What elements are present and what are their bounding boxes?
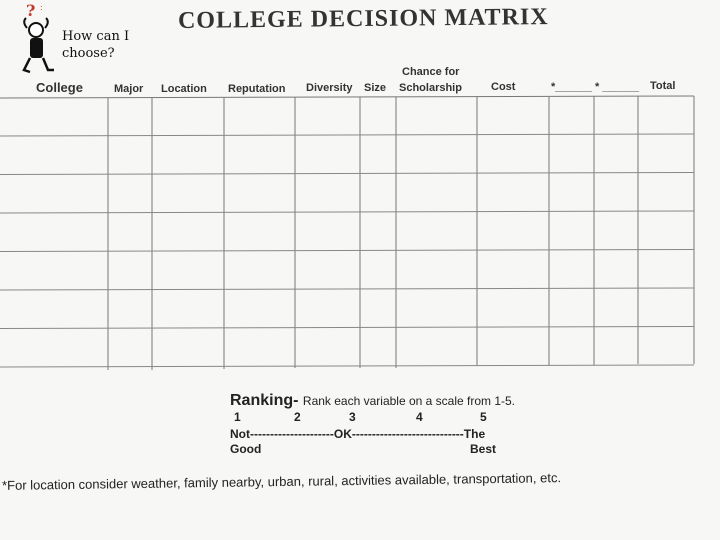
matrix-row-line [0, 250, 694, 252]
header-total: Total [650, 80, 676, 92]
svg-text::: : [40, 3, 43, 12]
ranking-scale-numbers [230, 410, 500, 426]
speech-bubble-text [62, 28, 142, 62]
ranking-legend [230, 392, 530, 456]
header-scholarship-line1: Chance for [402, 66, 460, 78]
scale-end-right: Best [470, 442, 497, 456]
header-reputation: Reputation [228, 83, 286, 95]
header-size: Size [364, 82, 387, 94]
header-cost: Cost [491, 81, 516, 93]
matrix-row-line [0, 211, 694, 213]
svg-text:?: ? [26, 1, 36, 20]
speech-bubble-line2: choose? [62, 46, 115, 61]
header-location: Location [161, 83, 207, 95]
decision-matrix [0, 64, 700, 374]
location-footnote: *For location consider weather, family nearby, urban, rural, activities available, transportation, etc. [1, 470, 562, 493]
ranking-scale-line: Not---------------------OK----------------------------The [230, 427, 486, 441]
matrix-row-line [0, 134, 694, 136]
header-college: College [36, 80, 83, 95]
ranking-description: Rank each variable on a scale from 1-5. [302, 394, 516, 408]
speech-bubble-line1: How can I [62, 29, 130, 44]
header-diversity: Diversity [306, 82, 353, 94]
scale-end-left: Good [230, 442, 262, 456]
grid-header-line [0, 96, 694, 98]
header-custom1: *______ [551, 81, 592, 93]
scale-number-3: 3 [349, 410, 356, 424]
scale-number-1: 1 [234, 410, 241, 424]
matrix-row-line [0, 288, 694, 290]
header-scholarship-line2: Scholarship [399, 82, 462, 94]
header-custom2: * ______ [595, 81, 640, 93]
matrix-grid [0, 64, 700, 374]
scale-number-2: 2 [294, 410, 301, 424]
matrix-row-line [0, 365, 694, 367]
scale-number-5: 5 [480, 410, 487, 424]
scale-number-4: 4 [416, 410, 423, 424]
matrix-row-line [0, 327, 694, 329]
page-title: COLLEGE DECISION MATRIX [177, 4, 549, 34]
matrix-row-line [0, 173, 694, 175]
header-major: Major [114, 83, 144, 95]
ranking-title: Ranking- [230, 392, 299, 409]
